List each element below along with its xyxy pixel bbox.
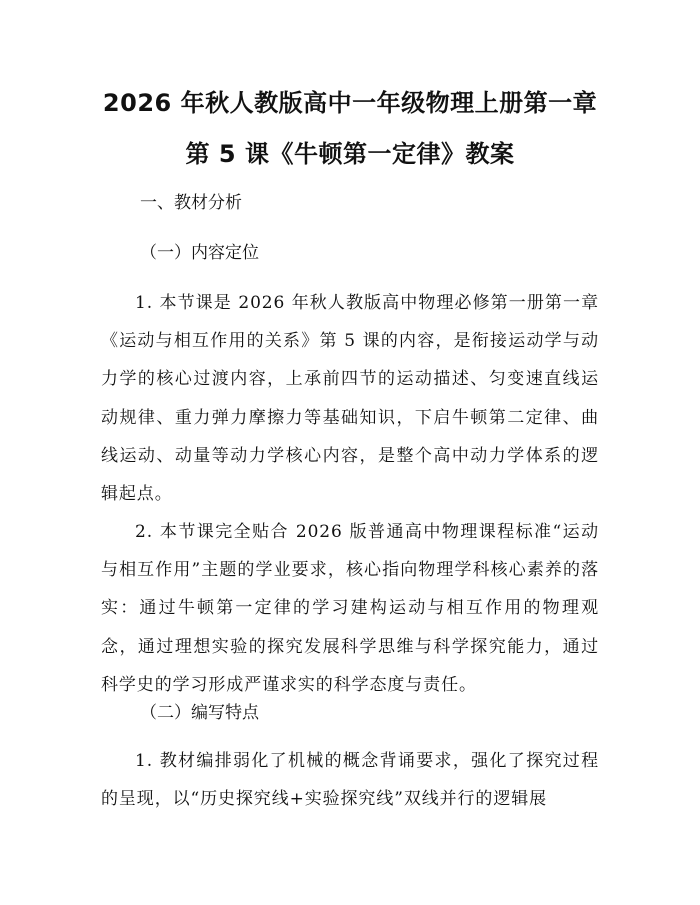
document-title-line2: 第 5 课《牛顿第一定律》教案 — [185, 140, 515, 168]
paragraph-2: 2. 本节课完全贴合 2026 版普通高中物理课程标准“运动与相互作用”主题的学业要求，核心指向物理学科核心素养的落实：通过牛顿第一定律的学习建构运动与相互作用的物理观念，通过理想实验的探究发展科学思维与科学探究能力，通过科学史的学习形成严谨求实的科学态度与责任。 — [101, 522, 599, 695]
section-heading-textbook-analysis: 一、教材分析 — [140, 193, 242, 213]
subsection-heading-content-positioning: （一）内容定位 — [140, 243, 259, 263]
paragraph-1: 1. 本节课是 2026 年秋人教版高中物理必修第一册第一章《运动与相互作用的关系》第 5 课的内容，是衔接运动学与动力学的核心过渡内容，上承前四节的运动描述、匀变速直线运动规律、重力弹力摩擦力等基础知识，下启牛顿第二定律、曲线运动、动量等动力学核心内容，是整个高中动力学体系的逻辑起点。 — [101, 293, 599, 505]
subsection-heading-writing-features: （二）编写特点 — [140, 703, 259, 723]
paragraph-3: 1. 教材编排弱化了机械的概念背诵要求，强化了探究过程的呈现，以“历史探究线+实验探究线”双线并行的逻辑展 — [101, 751, 599, 810]
document-title-line1: 2026 年秋人教版高中一年级物理上册第一章 — [102, 89, 598, 117]
